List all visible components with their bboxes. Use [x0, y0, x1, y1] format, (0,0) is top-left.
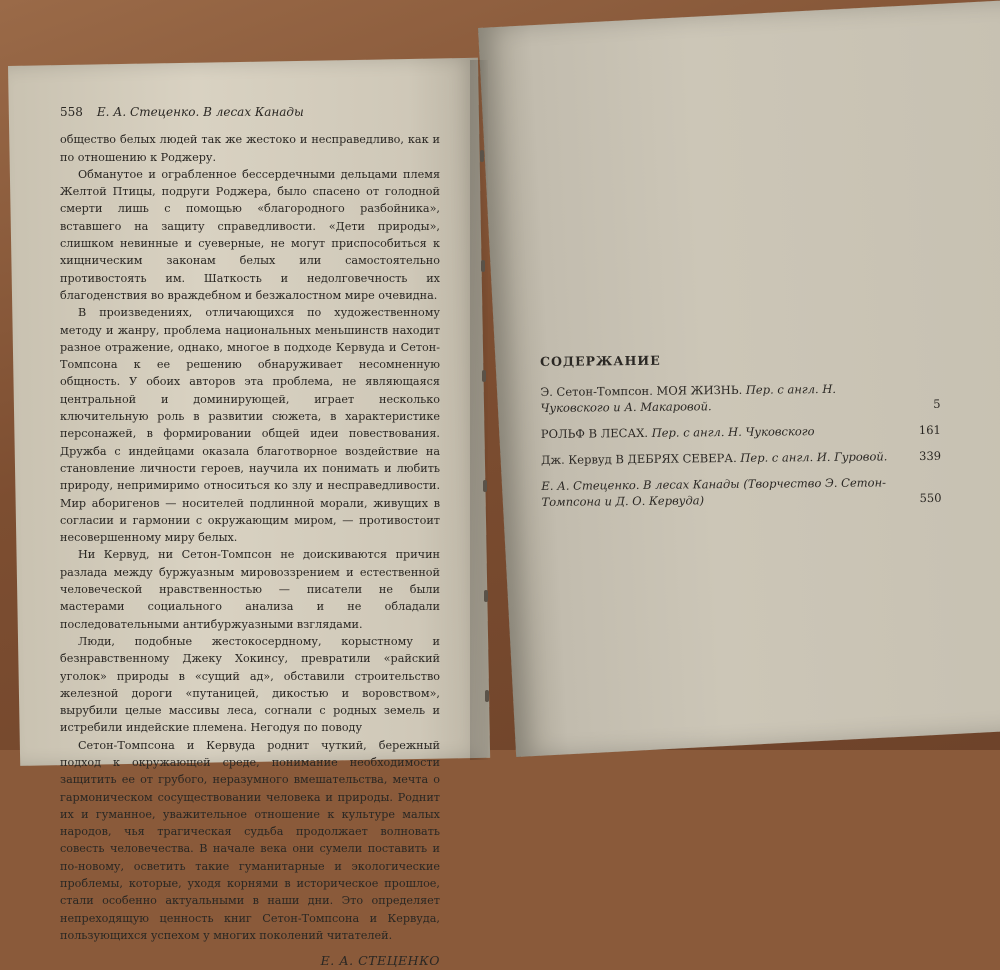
- paragraph: Обманутое и ограбленное бессердечными дельцами племя Желтой Птицы, подруги Роджера, было спасено от голодной смерти лишь с помощью «благородного разбойника», вставшего на защиту справедливости. «Дети природы», слишком невинные и суеверные, не могут приспособиться к хищническим законам белых или самостоятельно противостоять им. Шаткость и недолговечность их благоденствия во враждебном и безжалостном мире очевидна.: [60, 167, 440, 302]
- toc-translator: Пер. с англ. Н. Чуковского и А. Макаровой.: [540, 381, 837, 415]
- toc-entry: [540, 380, 940, 416]
- toc-title: МОЯ ЖИЗНЬ.: [656, 382, 743, 398]
- paragraph: В произведениях, отличающихся по художественному методу и жанру, проблема национальных меньшинств находит разное отражение, однако, многое в подходе Кервуда и Сетон-Томпсона к ее решению обнаруживает несомненную общность. У обоих авторов эта проблема, не являющаяся центральной и доминирующей, играет несколько ключительную роль в развитии сюжета, в характеристике персонажей, в формировании общей идеи повествования. Дружба с индейцами оказала благотворное воздействие на становление личности героев, научила их понимать и любить природу, непримиримо относиться ко злу и несправедливости. Мир аборигенов — носителей подлинной морали, живущих в согласии и гармонии с окружающим миром, — противостоит несовершенному миру белых.: [60, 306, 440, 545]
- paragraph: общество белых людей так же жестоко и несправедливо, как и по отношению к Роджеру.: [60, 133, 440, 164]
- toc-title: РОЛЬФ В ЛЕСАХ.: [540, 425, 649, 441]
- toc-title: В лесах Канады: [643, 476, 740, 492]
- toc-page-number: 550: [919, 490, 942, 506]
- binding-stitch: [484, 590, 488, 602]
- toc-author: Э. Сетон-Томпсон.: [540, 383, 653, 399]
- paragraph: Ни Кервуд, ни Сетон-Томпсон не доискиваются причин разлада между буржуазным мировоззрением и естественной человеческой нравственностью — писатели не были мастерами социального анализа и не обладали последовательными антибуржуазными взглядами.: [60, 548, 440, 631]
- toc-page-number: 161: [918, 422, 941, 438]
- binding-stitch: [483, 480, 487, 492]
- toc-heading: СОДЕРЖАНИЕ: [540, 352, 661, 369]
- binding-stitch: [485, 690, 489, 702]
- paragraph: Сетон-Томпсона и Кервуда роднит чуткий, бережный подход к окружающей среде, понимание необходимости защитить ее от грубого, неразумного вмешательства, мечта о гармоническом сосуществовании человека и природы. Роднит их и гуманное, уважительное отношение к культуре малых народов, чья трагическая судьба продолжает волновать совесть человечества. В начале века они сумели поставить и по-новому, осветить такие гуманитарные и экологические проблемы, которые, уходя корнями в историческое прошлое, стали особенно актуальными в наши дни. Это определяет непреходящую ценность книг Сетон-Томпсона и Кервуда, пользующихся успехом у многих поколений читателей.: [60, 738, 440, 942]
- toc-page-number: 5: [933, 396, 941, 411]
- page-number: 558: [60, 105, 83, 119]
- toc-author: Е. А. Стеценко.: [541, 477, 640, 493]
- left-page-text: [60, 104, 440, 970]
- toc-entry: [541, 474, 941, 510]
- book-gutter: [470, 60, 488, 760]
- toc-title: В ДЕБРЯХ СЕВЕРА.: [615, 450, 737, 467]
- toc-entry: [541, 422, 941, 442]
- running-title: Е. А. Стеценко. В лесах Канады: [96, 105, 304, 119]
- toc-author: Дж. Кервуд: [541, 452, 612, 467]
- paragraph: Люди, подобные жестокосердному, корыстному и безнравственному Джеку Хокинсу, превратили «райский уголок» природы в «сущий ад», обставили строительство железной дороги «путаницей, дикостью и воровством», вырубили целые массивы леса, согнали с родных земель и истребили индейские племена. Негодуя по поводу: [60, 634, 440, 735]
- toc-entry: [541, 448, 941, 468]
- binding-stitch: [481, 260, 485, 272]
- toc-translator: Пер. с англ. И. Гуровой.: [740, 449, 888, 465]
- table-of-contents: [540, 350, 942, 520]
- toc-page-number: 339: [919, 448, 942, 464]
- binding-stitch: [480, 150, 484, 162]
- binding-stitch: [482, 370, 486, 382]
- running-head: [60, 104, 440, 121]
- toc-translator: Пер. с англ. Н. Чуковского: [651, 424, 815, 440]
- toc-translator: (Творчество Э. Сетон-Томпсона и Д. О. Кервуда): [541, 475, 887, 509]
- author-signature: Е. А. СТЕЦЕНКО: [320, 953, 440, 969]
